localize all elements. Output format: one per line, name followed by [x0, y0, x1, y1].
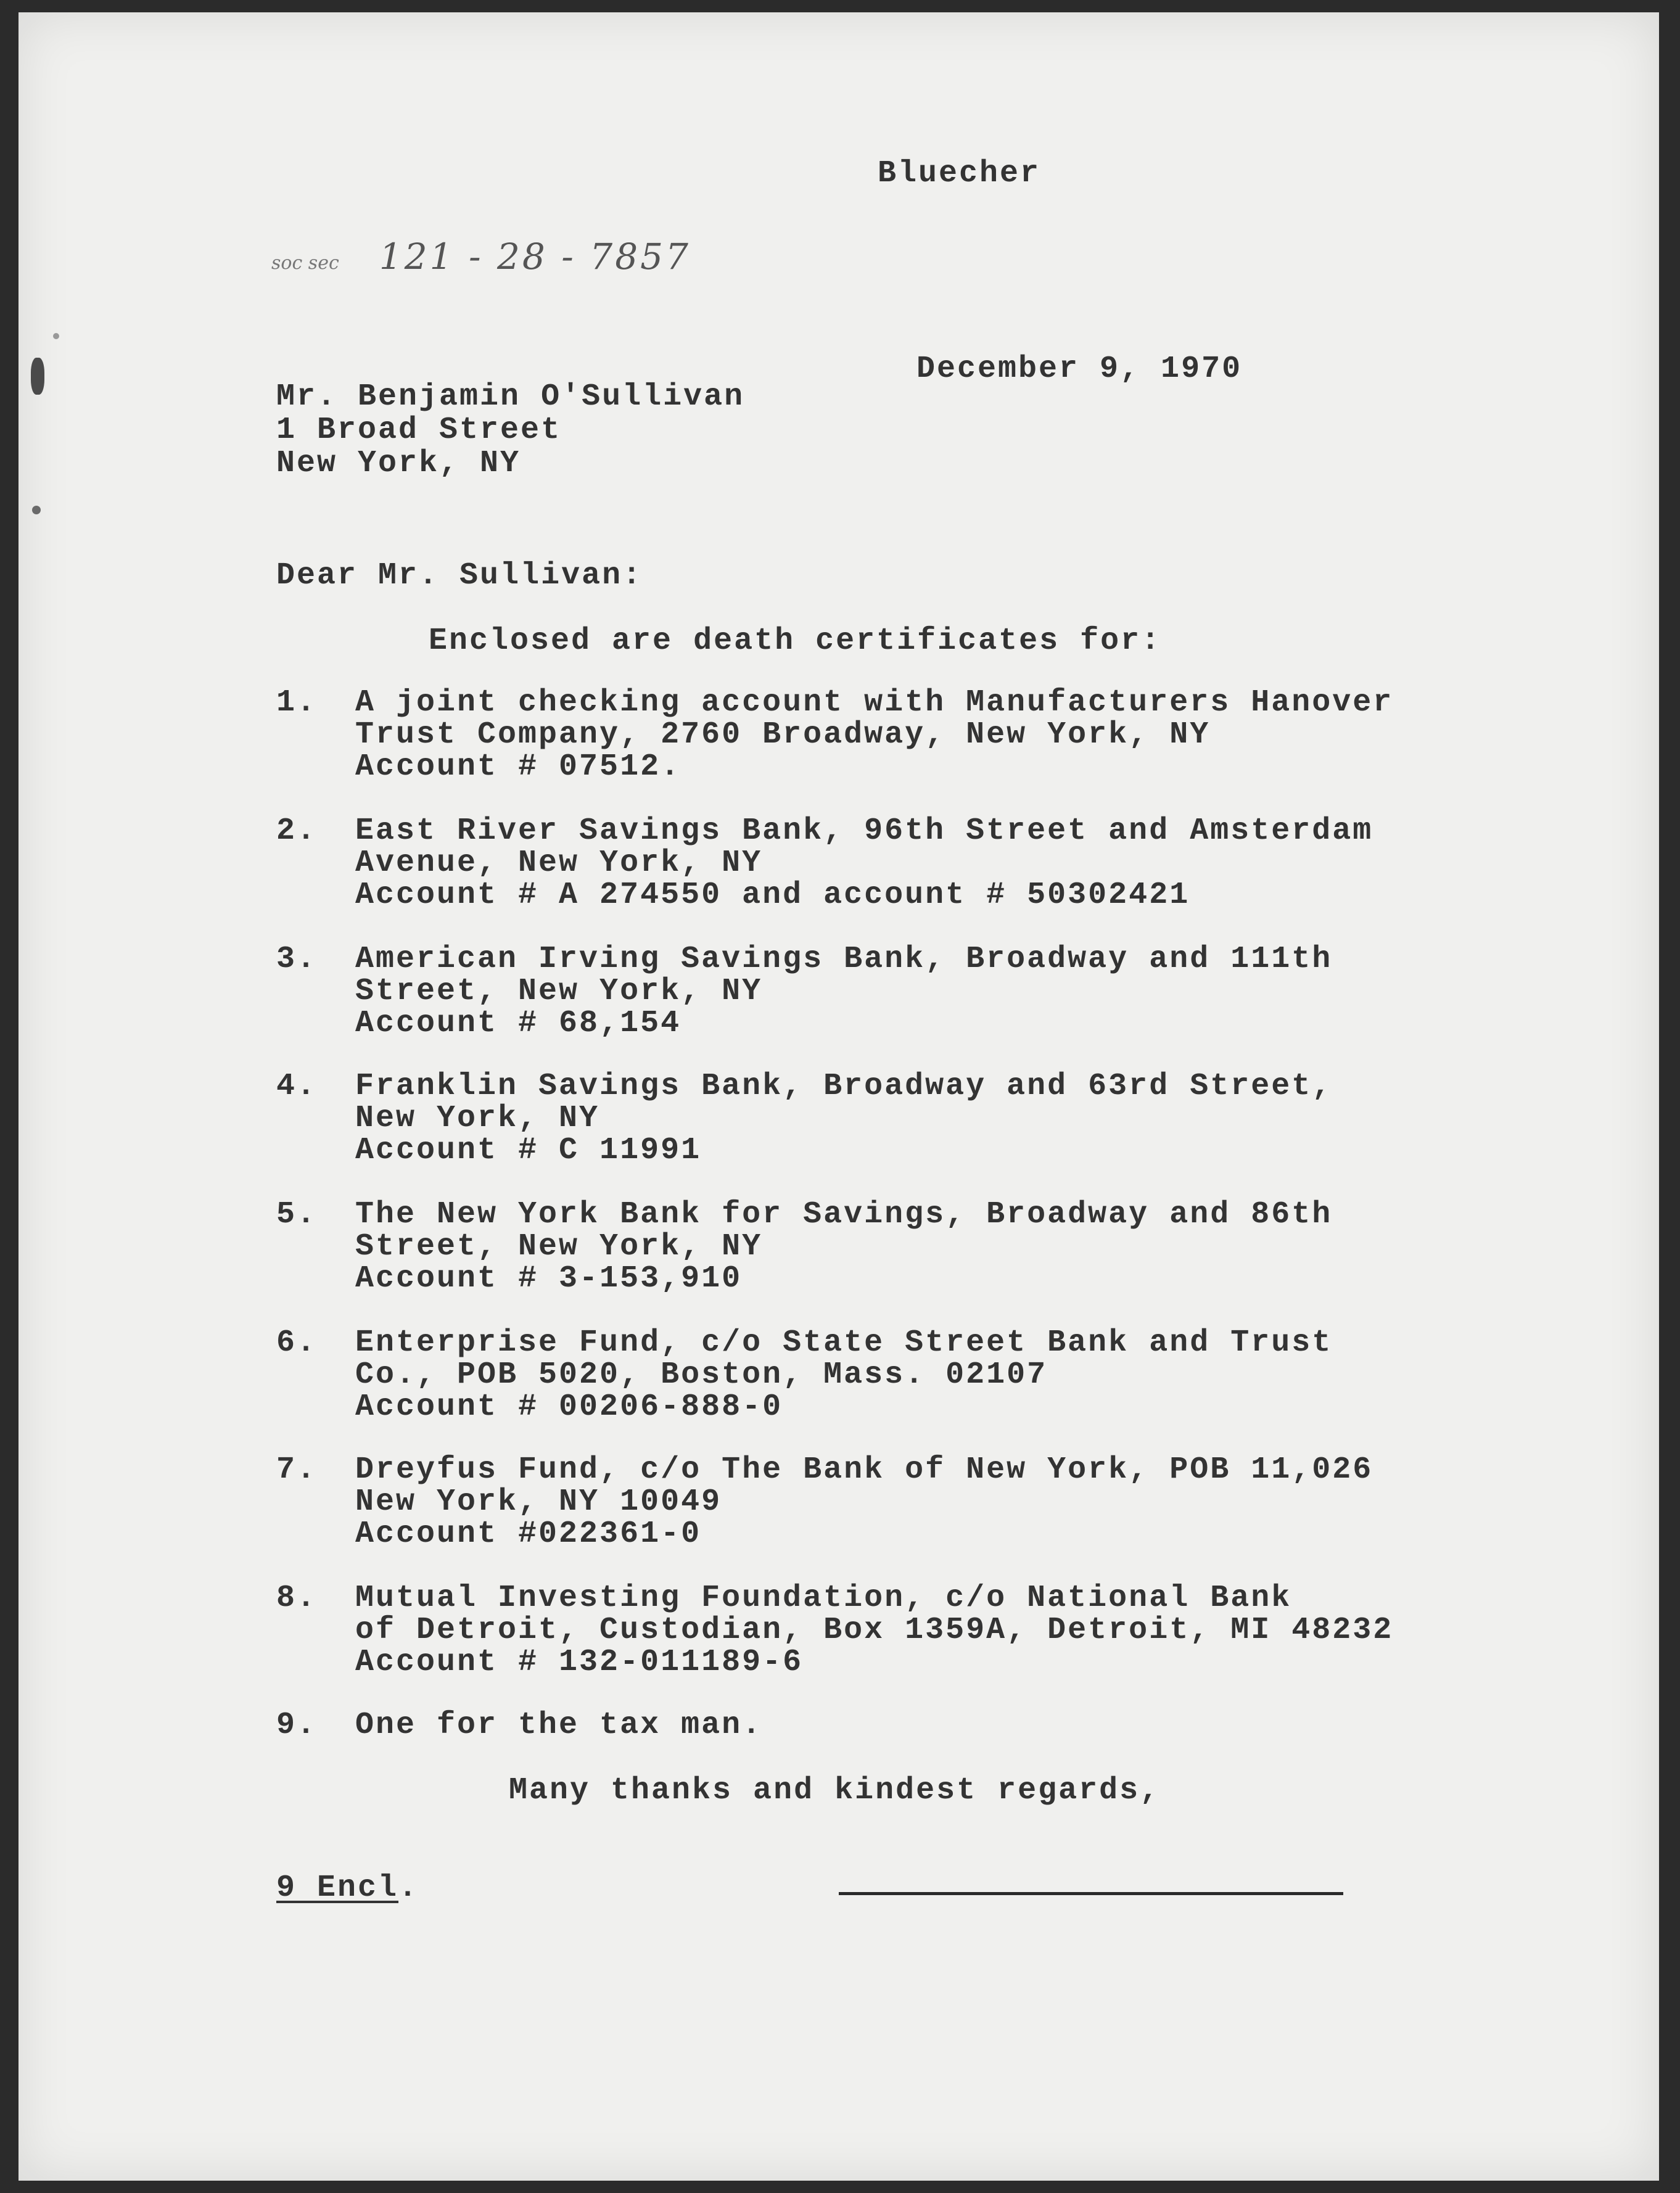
- item-number: 5.: [276, 1197, 318, 1232]
- signature-line: [839, 1892, 1343, 1895]
- item-line: Account # 132-011189-6: [355, 1645, 804, 1680]
- enclosure-count: 9 Encl: [276, 1870, 399, 1906]
- handwritten-label: soc sec: [271, 252, 339, 274]
- item-line: One for the tax man.: [355, 1708, 763, 1743]
- item-line: Avenue, New York, NY: [355, 846, 763, 881]
- item-number: 9.: [276, 1708, 318, 1743]
- recipient-street: 1 Broad Street: [276, 413, 562, 448]
- item-line: East River Savings Bank, 96th Street and Amsterdam: [355, 813, 1373, 849]
- item-line: Account # 68,154: [355, 1006, 681, 1041]
- item-line: A joint checking account with Manufacturers Hanover: [355, 685, 1394, 720]
- item-number: 8.: [276, 1581, 318, 1616]
- item-number: 4.: [276, 1069, 318, 1104]
- item-line: Account #022361-0: [355, 1516, 702, 1552]
- salutation: Dear Mr. Sullivan:: [276, 558, 643, 593]
- item-line: Account # A 274550 and account # 50302421: [355, 878, 1190, 913]
- item-line: Street, New York, NY: [355, 1229, 763, 1264]
- binder-hole-mark: [31, 358, 44, 395]
- recipient-name: Mr. Benjamin O'Sullivan: [276, 379, 745, 414]
- item-number: 1.: [276, 685, 318, 720]
- item-line: Trust Company, 2760 Broadway, New York, NY: [355, 717, 1211, 752]
- item-line: Account # C 11991: [355, 1133, 702, 1168]
- closing-line: Many thanks and kindest regards,: [509, 1773, 1161, 1808]
- item-number: 7.: [276, 1452, 318, 1487]
- item-number: 3.: [276, 942, 318, 977]
- handwritten-number: 121 - 28 - 7857: [379, 236, 691, 278]
- item-line: Mutual Investing Foundation, c/o National Bank: [355, 1581, 1292, 1616]
- recipient-city: New York, NY: [276, 446, 521, 481]
- item-line: Account # 07512.: [355, 749, 681, 784]
- item-line: New York, NY 10049: [355, 1484, 722, 1520]
- item-line: Co., POB 5020, Boston, Mass. 02107: [355, 1357, 1048, 1393]
- item-line: American Irving Savings Bank, Broadway and 111th: [355, 942, 1333, 977]
- letter-date: December 9, 1970: [916, 352, 1243, 387]
- item-line: New York, NY: [355, 1101, 600, 1136]
- letter-heading: Bluecher: [878, 156, 1041, 191]
- intro-line: Enclosed are death certificates for:: [429, 623, 1162, 659]
- item-line: The New York Bank for Savings, Broadway and 86th: [355, 1197, 1333, 1232]
- scan-speck: [53, 333, 59, 339]
- item-line: of Detroit, Custodian, Box 1359A, Detroit, MI 48232: [355, 1613, 1394, 1648]
- letter-page: [19, 12, 1659, 2181]
- item-line: Franklin Savings Bank, Broadway and 63rd Street,: [355, 1069, 1333, 1104]
- scan-speck: [32, 506, 41, 514]
- item-line: Account # 00206-888-0: [355, 1389, 783, 1425]
- item-line: Dreyfus Fund, c/o The Bank of New York, POB 11,026: [355, 1452, 1373, 1487]
- enclosure-note: [276, 1872, 419, 1904]
- item-number: 6.: [276, 1325, 318, 1360]
- enclosure-period: .: [398, 1870, 419, 1906]
- item-line: Street, New York, NY: [355, 974, 763, 1009]
- item-line: Account # 3-153,910: [355, 1261, 743, 1296]
- handwritten-note: [271, 236, 691, 278]
- item-number: 2.: [276, 813, 318, 849]
- item-line: Enterprise Fund, c/o State Street Bank and Trust: [355, 1325, 1333, 1360]
